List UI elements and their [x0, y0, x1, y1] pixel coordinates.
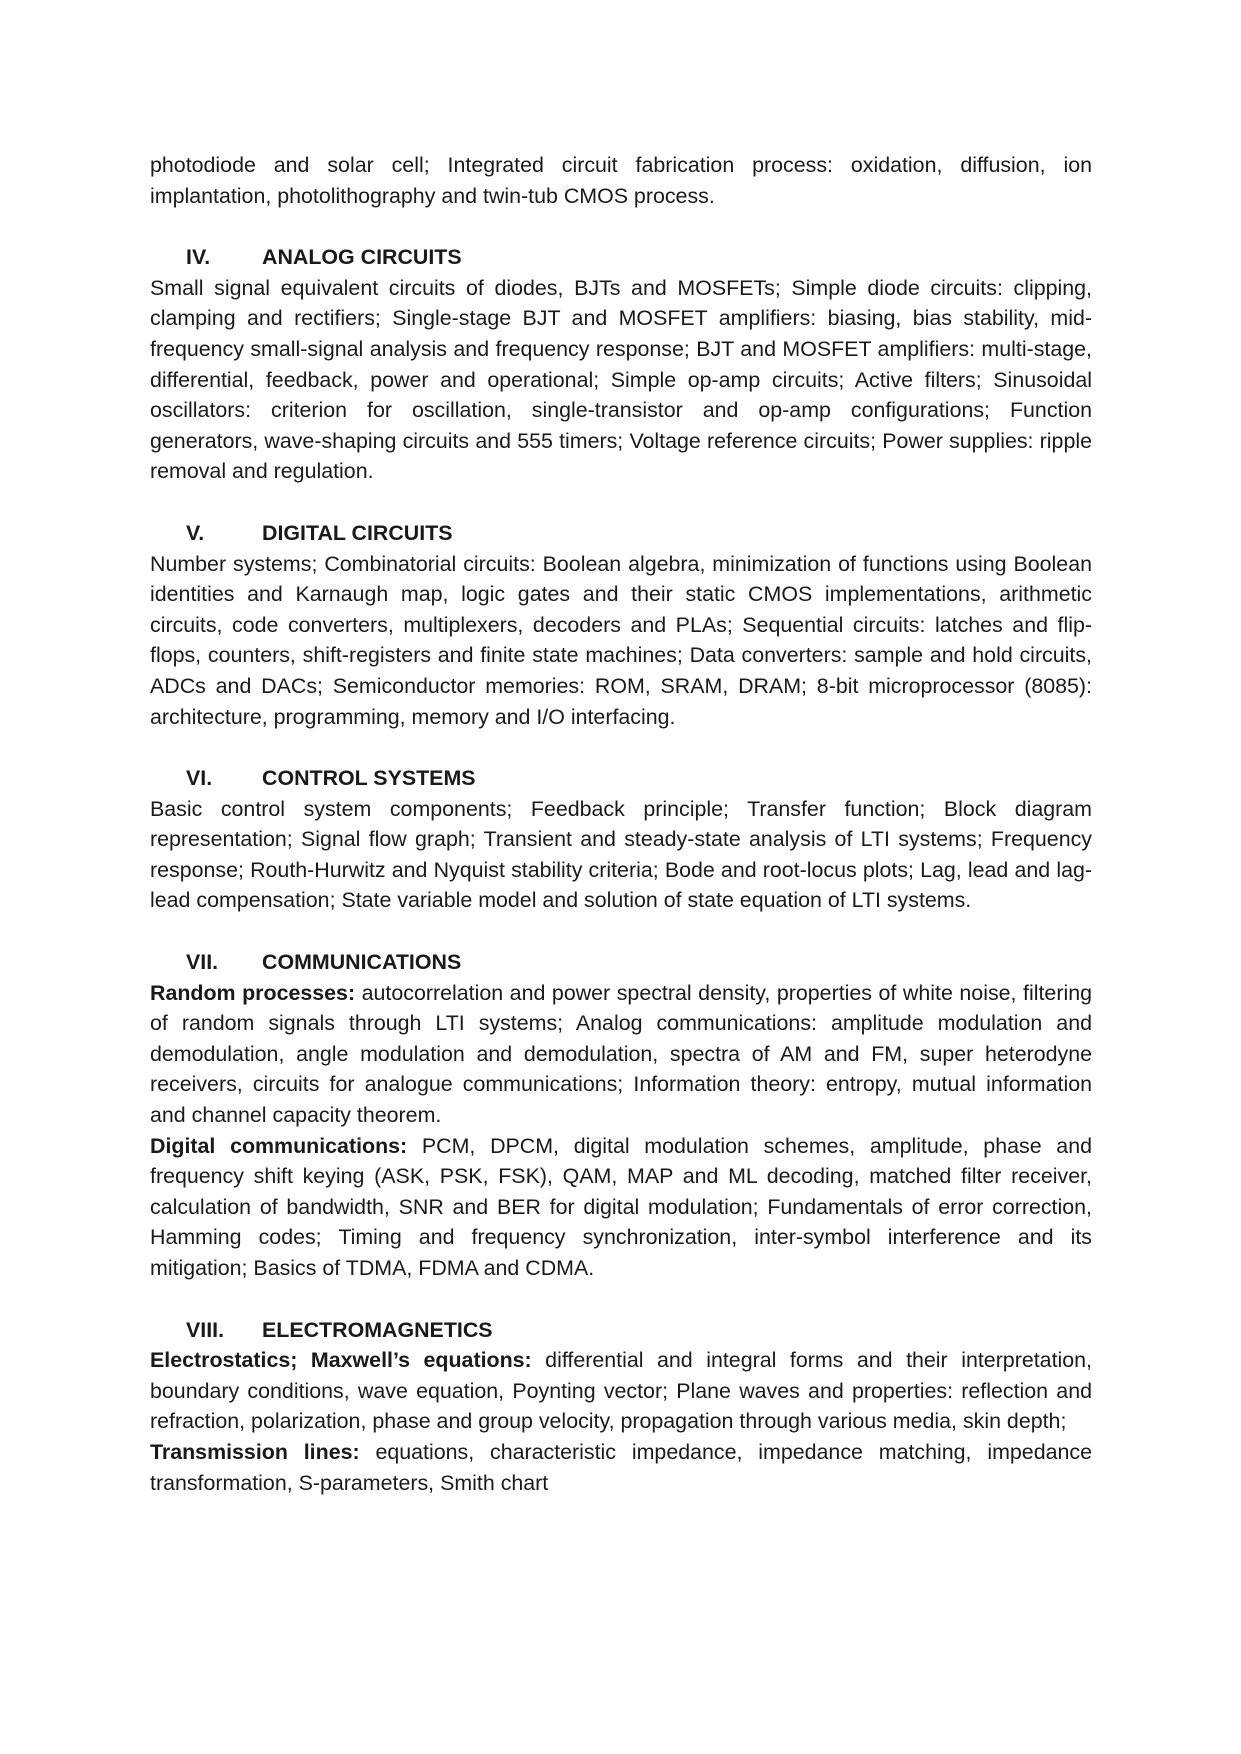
section-paragraph — [150, 978, 1092, 1131]
paragraph-text: Basic control system components; Feedback principle; Transfer function; Block diagram representation; Signal flow graph; Transient and steady-state analysis of LTI systems; Frequency response; Routh-Hurwitz and Nyquist stability criteria; Bode and root-locus plots; Lag, lead and lag-lead compensation; State variable model and solution of state equation of LTI systems. — [150, 796, 1092, 913]
section-paragraph — [150, 549, 1092, 733]
section-title: ELECTROMAGNETICS — [262, 1317, 493, 1342]
paragraph-lead: Random processes: — [150, 980, 356, 1005]
section-control-systems — [150, 763, 1092, 916]
section-number: VIII. — [186, 1317, 225, 1342]
paragraph-text: equations, characteristic impedance, impedance matching, impedance transformation, S-parameters, Smith chart — [150, 1439, 1092, 1495]
paragraph-text: PCM, DPCM, digital modulation schemes, amplitude, phase and frequency shift keying (ASK, PSK, FSK), QAM, MAP and ML decoding, matched filter receiver, calculation of bandwidth, SNR and BER for digital modulation; Fundamentals of error correction, Hamming codes; Timing and frequency synchronization, inter-symbol interference and its mitigation; Basics of TDMA, FDMA and CDMA. — [150, 1133, 1092, 1280]
document-page — [150, 150, 1092, 1498]
section-number: VI. — [186, 766, 213, 791]
paragraph-lead: Digital communications: — [150, 1133, 408, 1158]
section-paragraph — [150, 794, 1092, 916]
section-electromagnetics — [150, 1315, 1092, 1499]
paragraph-lead: Transmission lines: — [150, 1439, 360, 1464]
section-title: ANALOG CIRCUITS — [262, 245, 462, 270]
intro-paragraph: photodiode and solar cell; Integrated circuit fabrication process: oxidation, diffusion, ion implantation, photolithography and twin-tub CMOS process. — [150, 153, 1092, 208]
section-heading — [150, 242, 1092, 273]
section-paragraph — [150, 1131, 1092, 1284]
section-heading — [150, 947, 1092, 978]
section-heading — [150, 1315, 1092, 1346]
section-paragraph — [150, 1345, 1092, 1437]
section-number: VII. — [186, 950, 219, 975]
section-title: COMMUNICATIONS — [262, 950, 462, 975]
section-number: IV. — [186, 245, 211, 270]
paragraph-text: Small signal equivalent circuits of diodes, BJTs and MOSFETs; Simple diode circuits: clipping, clamping and rectifiers; Single-stage BJT and MOSFET amplifiers: biasing, bias stability, mid-frequency small-signal analysis and frequency response; BJT and MOSFET amplifiers: multi-stage, differential, feedback, power and operational; Simple op-amp circuits; Active filters; Sinusoidal oscillators: criterion for oscillation, single-transistor and op-amp configurations; Function generators, wave-shaping circuits and 555 timers; Voltage reference circuits; Power supplies: ripple removal and regulation. — [150, 275, 1092, 484]
section-title: CONTROL SYSTEMS — [262, 766, 476, 791]
paragraph-text: autocorrelation and power spectral density, properties of white noise, filtering of random signals through LTI systems; Analog communications: amplitude modulation and demodulation, angle modulation and demodulation, spectra of AM and FM, super heterodyne receivers, circuits for analogue communications; Information theory: entropy, mutual information and channel capacity theorem. — [150, 980, 1093, 1128]
section-title: DIGITAL CIRCUITS — [262, 520, 453, 545]
section-heading — [150, 518, 1092, 549]
section-communications — [150, 947, 1092, 1284]
section-heading — [150, 763, 1092, 794]
paragraph-text: Number systems; Combinatorial circuits: Boolean algebra, minimization of functions using Boolean identities and Karnaugh map, logic gates and their static CMOS implementations, arithmetic circuits, code converters, multiplexers, decoders and PLAs; Sequential circuits: latches and flip-flops, counters, shift-registers and finite state machines; Data converters: sample and hold circuits, ADCs and DACs; Semiconductor memories: ROM, SRAM, DRAM; 8-bit microprocessor (8085): architecture, programming, memory and I/O interfacing. — [150, 551, 1092, 729]
section-paragraph — [150, 273, 1092, 487]
section-analog-circuits — [150, 242, 1092, 487]
paragraph-text: differential and integral forms and their interpretation, boundary conditions, wave equation, Poynting vector; Plane waves and properties: reflection and refraction, polarization, phase and group velocity, propagation through various media, skin depth; — [150, 1348, 1092, 1434]
section-digital-circuits — [150, 518, 1092, 732]
section-paragraph — [150, 1437, 1092, 1498]
paragraph-lead: Electrostatics; Maxwell’s equations: — [150, 1348, 532, 1373]
section-number: V. — [186, 520, 205, 545]
